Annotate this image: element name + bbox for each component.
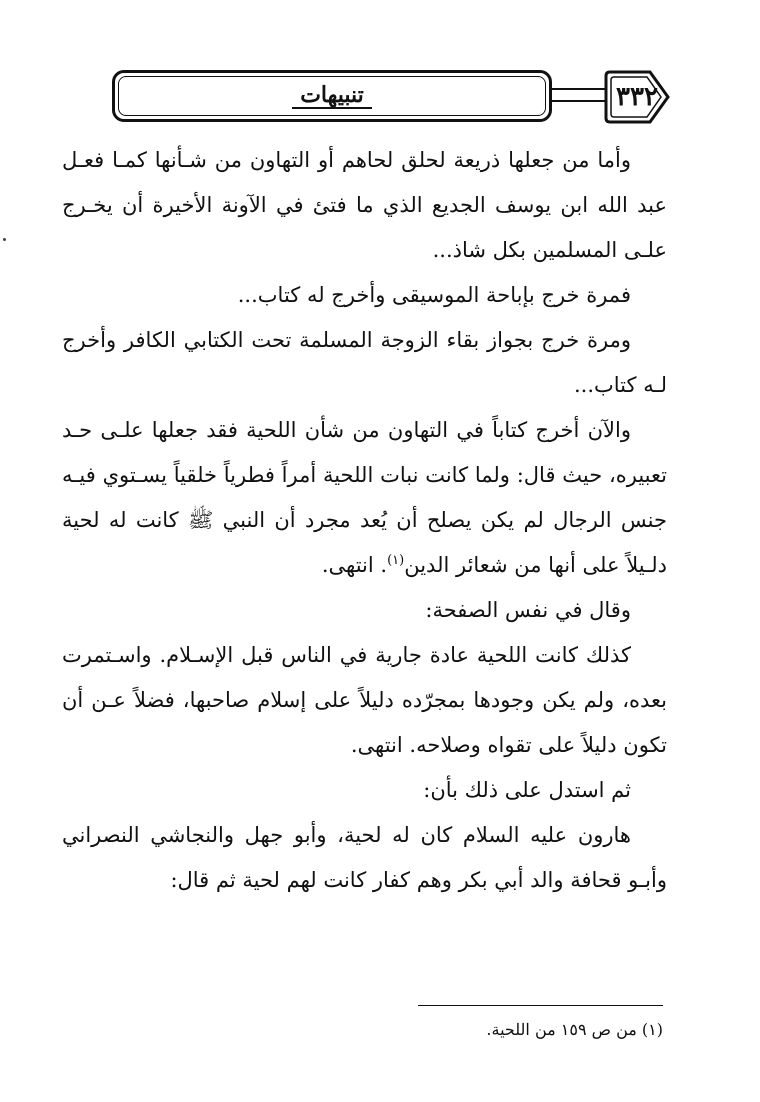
paragraph-1: وأما من جعلها ذريعة لحلق لحاهم أو التهاون من شـأنها كمـا فعـل عبد الله ابن يوسف الجديع الذي ما فتئ في الآونة الأخيرة أن يخـرج علـى المسلمين بكل شاذ... <box>62 148 667 262</box>
footnote: (١) من ص ١٥٩ من اللحية. <box>486 1020 663 1039</box>
paragraph-2: فمرة خرج بإباحة الموسيقى وأخرج له كتاب... <box>237 283 631 307</box>
title-frame <box>112 70 552 122</box>
paragraph-5: وقال في نفس الصفحة: <box>425 598 631 622</box>
paragraph-8: هارون عليه السلام كان له لحية، وأبو جهل والنجاشي النصراني وأبـو قحافة والد أبي بكر وهم كفار كانت لهم لحية ثم قال: <box>62 823 667 892</box>
paragraph-7: ثم استدل على ذلك بأن: <box>423 778 631 802</box>
page-number: ٣٣٢ <box>616 82 658 112</box>
header-title: تنبيهات <box>292 83 372 109</box>
paragraph-4 <box>62 408 667 588</box>
page-header <box>112 68 672 126</box>
paragraph-4-tail: . انتهى. <box>321 553 388 577</box>
paragraph-3: ومرة خرج بجواز بقاء الزوجة المسلمة تحت الكتابي الكافر وأخرج لـه كتاب... <box>62 328 667 397</box>
paragraph-4-text: والآن أخرج كتاباً في التهاون من شأن اللحية فقد جعلها علـى حـد تعبيره، حيث قال: ولما كانت نبات اللحية أمراً فطرياً خلقياً يسـتوي فيـه جنس الرجال لم يكن يصلح أن يُعد مجرد أن النبي ﷺ كانت له لحية دلـيلاً على أنها من شعائر الدين <box>62 418 667 577</box>
footnote-separator <box>418 1005 663 1006</box>
scan-dot <box>3 238 6 241</box>
body-text <box>62 138 667 903</box>
footnote-marker: (١) <box>387 553 405 568</box>
paragraph-6-quote: كذلك كانت اللحية عادة جارية في الناس قبل الإسـلام. واسـتمرت بعده، ولم يكن وجودها بمجرّده دليلاً على إسلام صاحبها، فضلاً عـن أن تكون دليلاً على تقواه وصلاحه. انتهى. <box>62 643 667 757</box>
header-connector <box>552 88 606 102</box>
title-frame-inner <box>118 76 546 116</box>
